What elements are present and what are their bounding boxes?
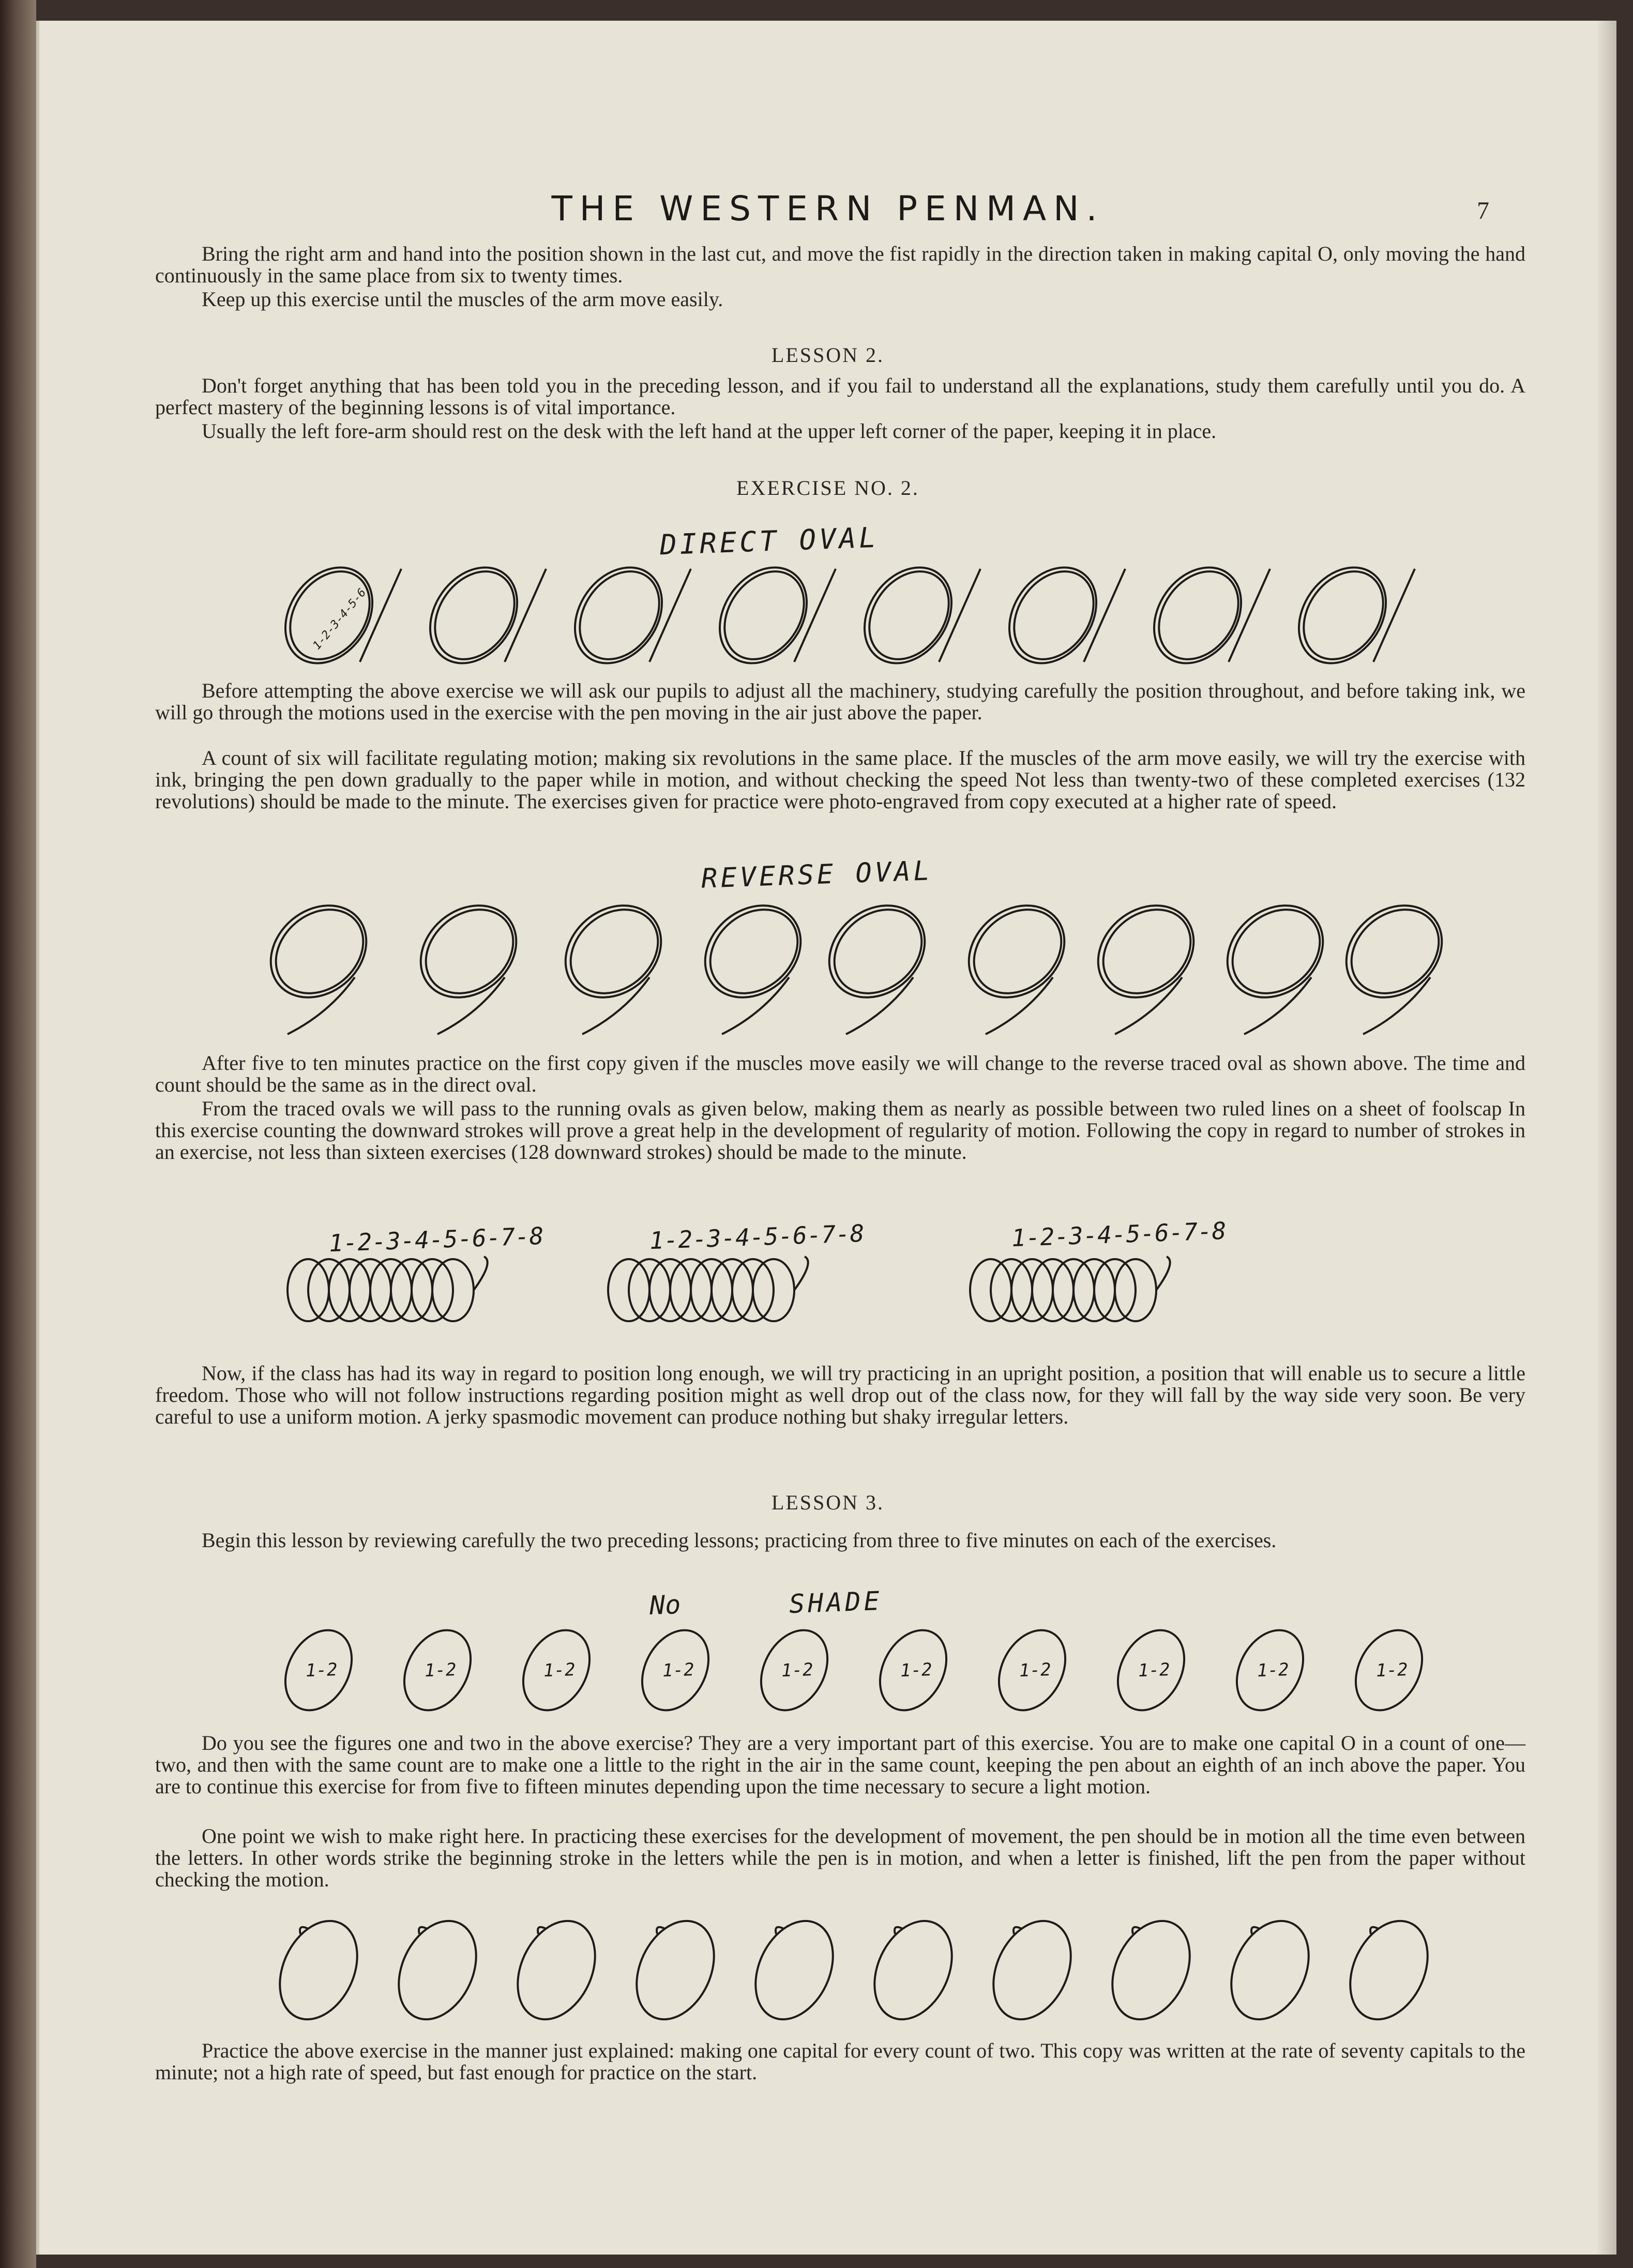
no-shade-label-1: No [649, 1589, 682, 1621]
direct-oval-7 [1136, 558, 1270, 680]
lesson-2-paragraph-2: Usually the left fore-arm should rest on the desk with the left hand at the upper left corner of the paper, keeping it in place. [202, 419, 1217, 443]
reverse-oval-2 [402, 895, 535, 1034]
capital-o-1 [265, 1913, 372, 2027]
reverse-oval-7 [1080, 895, 1212, 1034]
running-oval-count-2: 1-2-3-4-5-6-7-8 [649, 1219, 865, 1255]
capital-o-4 [622, 1913, 729, 2027]
pair-count-7: 1-2 [1019, 1659, 1052, 1682]
capital-o-8 [1097, 1913, 1205, 2027]
capital-o-7 [978, 1913, 1086, 2027]
running-oval-count-1: 1-2-3-4-5-6-7-8 [328, 1221, 545, 1258]
running-oval-exercise-1 [288, 1257, 488, 1321]
reverse-oval-4 [687, 895, 819, 1034]
reverse-oval-8 [1209, 895, 1341, 1034]
direct-oval-2 [412, 558, 546, 680]
direct-oval-8 [1281, 558, 1415, 680]
capital-o-2 [384, 1913, 491, 2027]
running-oval-exercise-2 [608, 1257, 808, 1321]
direct-oval-row [39, 558, 1616, 683]
running-ovals-row [39, 1251, 1616, 1329]
pair-count-4: 1-2 [662, 1659, 695, 1682]
direct-oval-3 [557, 558, 691, 680]
lesson-3-paragraph-3: One point we wish to make right here. In practicing these exercises for the development of movement, the pen should be in motion all the time even between the letters. In other words strike the beginning stroke in the letters while the pen is in motion, and when a letter is finished, lift the pen from the paper without checking the motion. [155, 1824, 1525, 1891]
lesson-2-paragraph-1: Don't forget anything that has been told you in the preceding lesson, and if you fail to understand all the explanations, study them carefully until you do. A perfect mastery of the beginning lessons is of vital importance. [155, 374, 1525, 419]
reverse-oval-1 [252, 895, 385, 1034]
reverse-oval-9 [1328, 895, 1460, 1034]
exercise-2-heading: EXERCISE NO. 2. [736, 476, 919, 500]
direct-oval-label: DIRECT OVAL [659, 521, 880, 562]
page-header-title: THE WESTERN PENMAN. [551, 189, 1105, 229]
lesson-3-paragraph-4: Practice the above exercise in the manner just explained: making one capital for every count of two. This copy was written at the rate of seventy capitals to the minute; not a high rate of speed, but fast enough for practice on the start. [155, 2039, 1525, 2084]
reverse-oval-6 [950, 895, 1083, 1034]
lesson-3-paragraph-2: Do you see the figures one and two in the above exercise? They are a very important part of this exercise. You are to make one capital O in a count of one—two, and then with the same count are to make one a little to the right in the air in the same count, keeping the pen about an eighth of an inch above the paper. You are to continue this exercise for from five to fifteen minutes depending upon the time necessary to secure a light motion. [155, 1731, 1525, 1798]
reverse-oval-row [39, 895, 1616, 1045]
intro-paragraph-2: Keep up this exercise until the muscles of the arm move easily. [202, 288, 723, 311]
direct-oval-count-label: 1-2-3-4-5-6 [310, 586, 369, 653]
running-oval-count-3: 1-2-3-4-5-6-7-8 [1011, 1216, 1227, 1252]
pair-count-1: 1-2 [305, 1659, 338, 1682]
page-number: 7 [1477, 197, 1489, 224]
reverse-oval-3 [547, 895, 679, 1034]
reverse-oval-label: REVERSE OVAL [701, 855, 933, 895]
lesson-2-paragraph-7: Now, if the class has had its way in regard to position long enough, we will try practicing in an upright position, a position that will enable us to secure a little freedom. Those who will not follow instructions regarding position might as well drop out of the class now, for they will fall by the way side very soon. Be very careful to use a uniform motion. A jerky spasmodic movement can produce nothing but shaky irregular letters. [155, 1362, 1525, 1428]
running-oval-exercise-3 [970, 1257, 1170, 1321]
pair-count-9: 1-2 [1257, 1659, 1290, 1682]
direct-oval-5 [846, 558, 980, 680]
capital-o-row [39, 1913, 1616, 2027]
pair-count-10: 1-2 [1375, 1659, 1409, 1682]
book-binding-edge [0, 0, 36, 2268]
lesson-3-heading: LESSON 3. [771, 1491, 885, 1514]
lesson-2-paragraph-4: A count of six will facilitate regulating motion; making six revolutions in the same place. If the muscles of the arm move easily, we will try the exercise with ink, bringing the pen down gradually to the paper while in motion, and without checking the speed Not less than twenty-two of these completed exercises (132 revolutions) should be made to the minute. The exercises given for practice were photo-engraved from copy executed at a higher rate of speed. [155, 746, 1525, 813]
pair-count-8: 1-2 [1138, 1659, 1171, 1682]
capital-o-10 [1335, 1913, 1443, 2027]
direct-oval-4 [702, 558, 836, 680]
lesson-3-paragraph-1: Begin this lesson by reviewing carefully the two preceding lessons; practicing from three to five minutes on each of the exercises. [202, 1529, 1277, 1552]
capital-o-9 [1216, 1913, 1324, 2027]
lesson-2-paragraph-5: After five to ten minutes practice on the first copy given if the muscles move easily we will change to the reverse traced oval as shown above. The time and count should be the same as in the direct oval. [155, 1051, 1525, 1096]
lesson-2-paragraph-6: From the traced ovals we will pass to the running ovals as given below, making them as nearly as possible between two ruled lines on a sheet of foolscap In this exercise counting the downward strokes will prove a great help in the development of regularity of motion. Following the copy in regard to number of strokes in an exercise, not less than sixteen exercises (128 downward strokes) should be made to the minute. [155, 1097, 1525, 1163]
lesson-2-paragraph-3: Before attempting the above exercise we will ask our pupils to adjust all the machinery, studying carefully the position throughout, and before taking ink, we will go through the motions used in the exercise with the pen moving in the air just above the paper. [155, 679, 1525, 724]
pair-count-3: 1-2 [543, 1659, 576, 1682]
page-sheet [36, 21, 1616, 2255]
pair-count-6: 1-2 [900, 1659, 933, 1682]
capital-o-6 [859, 1913, 967, 2027]
pair-count-2: 1-2 [424, 1659, 457, 1682]
capital-o-5 [740, 1913, 848, 2027]
intro-paragraph-1: Bring the right arm and hand into the position shown in the last cut, and move the fist rapidly in the direction taken in making capital O, only moving the hand continuously in the same place from six to twenty times. [155, 242, 1525, 287]
lesson-2-heading: LESSON 2. [771, 343, 885, 367]
capital-o-3 [503, 1913, 610, 2027]
reverse-oval-5 [811, 895, 943, 1034]
direct-oval-6 [991, 558, 1125, 680]
no-shade-label-2: SHADE [789, 1585, 883, 1620]
pair-count-5: 1-2 [781, 1659, 814, 1682]
